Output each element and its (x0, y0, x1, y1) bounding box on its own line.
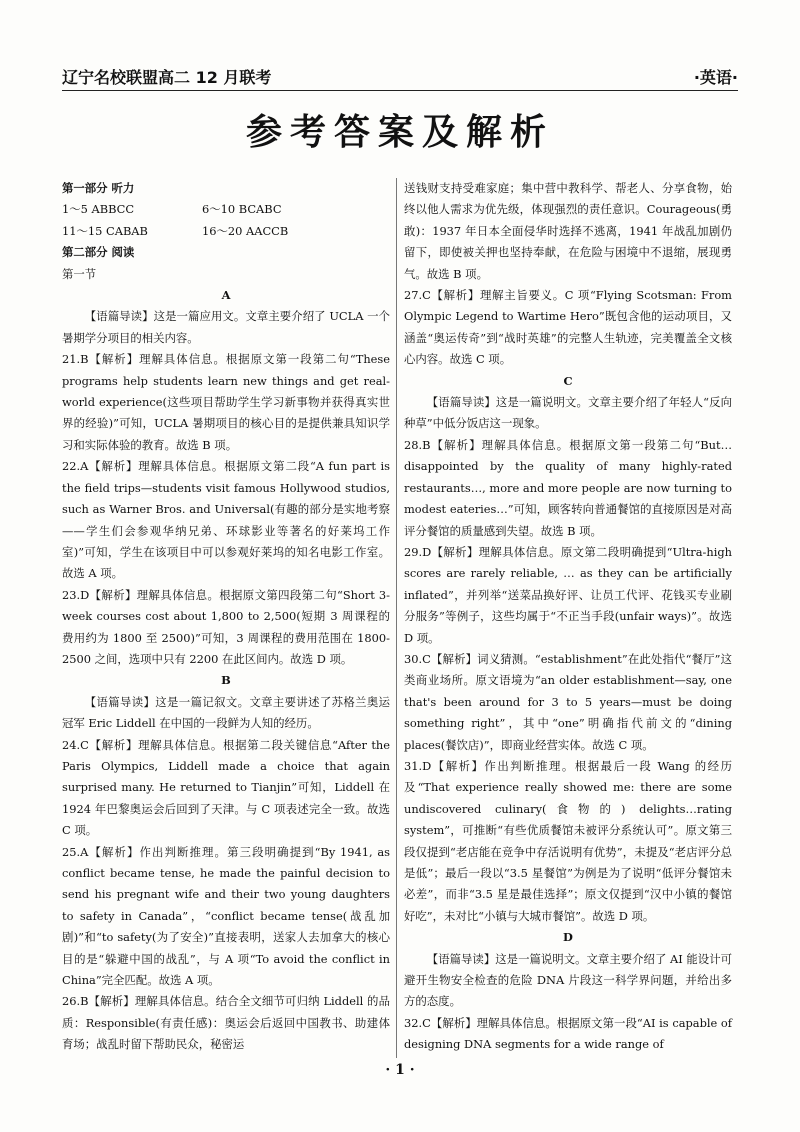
passage-label-a: A (221, 288, 231, 303)
answer-26: 26.B【解析】理解具体信息。结合全文细节可归纳 Liddell 的品质：Responsible(有责任感)：奥运会后返回中国教书、助建体育场；战乱时留下帮助民众，秘密运 (62, 994, 390, 1052)
right-column (404, 178, 732, 1056)
answer-32: 32.C【解析】理解具体信息。根据原文第一段“AI is capable of designing DNA segments for a wide range of (404, 1015, 732, 1052)
answer-29: 29.D【解析】理解具体信息。原文第二段明确提到“Ultra-high scores are rarely reliable, … as they can be artificially inflated”，并列举“送菜品换好评、让员工代评、花钱买专业刷分服务”等例子，这些均属于“不正当手段(unfair ways)”。故选 D 项。 (404, 544, 732, 645)
answer-30: 30.C【解析】词义猜测。“establishment”在此处指代“餐厅”这类商业场所。原文语境为“an older establishment—say, one that's been around for 3 to 5 years—must be doing something right”，其中“one”明确指代前文的“dining places(餐饮店)”，即商业经营实体。故选 C 项。 (404, 651, 732, 752)
page-header (62, 62, 738, 91)
page-title: 参考答案及解析 (245, 112, 554, 153)
header-exam-name: 辽宁名校联盟高二 12 月联考 (62, 68, 272, 87)
answer-28: 28.B【解析】理解具体信息。根据原文第一段第二句“But…disappointed by the quality of many highly-rated restaurants…, more and more people are now turning to modest eateries…”可知，顾客转向普通餐馆的直接原因是对高评分餐馆的质量感到失望。故选 B 项。 (404, 437, 732, 538)
passage-label-d: D (563, 930, 573, 945)
left-column (62, 178, 390, 1056)
page-number: · 1 · (385, 1062, 415, 1078)
part1-heading: 第一部分 听力 (62, 181, 135, 195)
passage-label-c: C (563, 373, 573, 388)
answer-row (62, 199, 390, 220)
passage-intro-c: 【语篇导读】这是一篇说明文。文章主要介绍了年轻人“反向种草”中低分饭店这一现象。 (404, 395, 732, 431)
column-divider (396, 178, 397, 1058)
answer-31: 31.D【解析】作出判断推理。根据最后一段 Wang 的经历及“That experience really showed me: there are some undiscovered culinary(食物的) delights…rating system”，可推断“有些优质餐馆未被评分系统认可”。原文第三段仅提到“老店能在竞争中存活说明有优势”，未提及“老店评分总是低”；最后一段以“3.5 星餐馆”为例是为了说明“低评分餐馆未必差”，而非“3.5 星是最佳选择”；原文仅提到“汉中小镇的餐馆好吃”，未对比“小镇与大城市餐馆”。故选 D 项。 (404, 758, 732, 923)
answer-24: 24.C【解析】理解具体信息。根据第二段关键信息“After the Paris Olympics, Liddell made a choice that again surprised many. He returned to Tianjin”可知，Liddell 在 1924 年巴黎奥运会后回到了天津。与 C 项表述完全一致。故选 C 项。 (62, 737, 390, 838)
passage-intro-b: 【语篇导读】这是一篇记叙文。文章主要讲述了苏格兰奥运冠军 Eric Liddell 在中国的一段鲜为人知的经历。 (62, 694, 390, 731)
answer-group: 16～20 AACCB (202, 223, 289, 238)
answer-21: 21.B【解析】理解具体信息。根据原文第一段第二句“These programs help students learn new things and get real-world experience(这些项目帮助学生学习新事物并获得真实世界的经验)”可知，UCLA 暑期项目的核心目的是提供兼具知识学习和实际体验的教育。故选 B 项。 (62, 352, 390, 452)
answer-22: 22.A【解析】理解具体信息。根据原文第二段“A fun part is the field trips—students visit famous Hollywood studios, such as Warner Bros. and Universal(有趣的部分是实地考察——学生们会参观华纳兄弟、环球影业等著名的好莱坞工作室)”可知，学生在该项目中可以参观好莱坞的知名电影工作室。故选 A 项。 (62, 459, 390, 581)
passage-intro-a: 【语篇导读】这是一篇应用文。文章主要介绍了 UCLA 一个暑期学分项目的相关内容。 (62, 309, 390, 345)
part2-heading: 第二部分 阅读 (62, 245, 135, 260)
answer-group: 11～15 CABAB (62, 223, 148, 238)
answer-27: 27.C【解析】理解主旨要义。C 项“Flying Scotsman: From Olympic Legend to Wartime Hero”既包含他的运动项目，又涵盖“奥运传奇”到“战时英雄”的完整人生轨迹，完美覆盖全文核心内容。故选 C 项。 (404, 288, 732, 367)
passage-intro-d: 【语篇导读】这是一篇说明文。文章主要介绍了 AI 能设计可避开生物安全检查的危险 DNA 片段这一科学界问题，并给出多方的态度。 (404, 951, 732, 1009)
header-subject: ·英语· (693, 68, 738, 87)
answer-group: 6～10 BCABC (202, 202, 282, 217)
passage-label-b: B (221, 673, 231, 688)
answer-25: 25.A【解析】作出判断推理。第三段明确提到“By 1941, as conflict became tense, he made the painful decision to send his pregnant wife and their two young daughters to safety in Canada”，“conflict became tense(战乱加剧)”和“to safety(为了安全)”直接表明，送家人去加拿大的核心目的是“躲避中国的战乱”，与 A 项“To avoid the conflict in China”完全匹配。故选 A 项。 (62, 844, 390, 988)
answer-26-continued: 送钱财支持受难家庭；集中营中教科学、帮老人、分享食物，始终以他人需求为优先级，体现强烈的责任意识。Courageous(勇敢)：1937 年日本全面侵华时选择不逃离，1941 年战乱加剧仍留下，即使被关押也坚持奉献，在危险与困境中不退缩，展现勇气。故选 B 项。 (404, 181, 732, 281)
answer-group: 1～5 ABBCC (62, 202, 135, 217)
section-label: 第一节 (62, 266, 97, 281)
answer-row (62, 221, 390, 242)
answer-23: 23.D【解析】理解具体信息。根据原文第四段第二句“Short 3-week courses cost about 1,800 to 2,500(短期 3 周课程的费用约为 1800 至 2500)”可知，3 周课程的费用范围在 1800-2500 之间，选项中只有 2200 在此区间内。故选 D 项。 (62, 587, 390, 666)
